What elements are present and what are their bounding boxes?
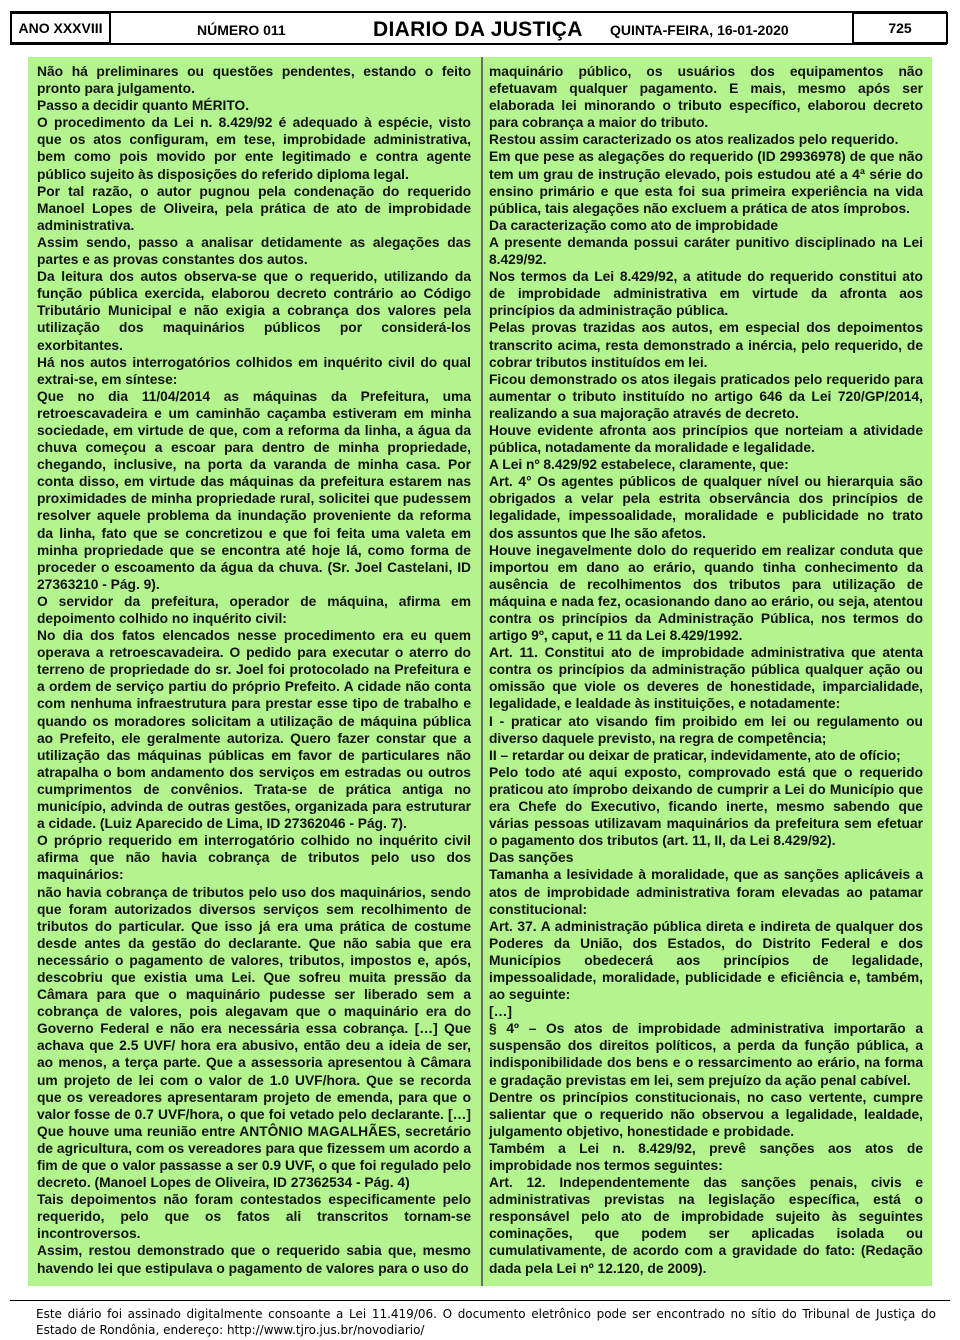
paragraph: Assim, restou demonstrado que o requerido sabia que, mesmo havendo lei que estipulava o pagamento de valores para o uso do [37,1243,471,1276]
footer-notice: Este diário foi assinado digitalmente consoante a Lei 11.419/06. O documento eletrônico pode ser encontrado no sítio do Tribunal de Justiça do Estado de Rondônia, endereço: http://www.tjro.jus.br/novodiario/ [36,1307,936,1337]
issue-number: NÚMERO 011 [197,22,286,38]
paragraph: Pelas provas trazidas aos autos, em especial dos depoimentos transcrito acima, resta demonstrado a inércia, pelo requerido, de cobrar tributos instituídos em lei. [489,320,923,370]
paragraph: Houve inegavelmente dolo do requerido em realizar conduta que importou em dano ao erário, quando tinha conhecimento da ausência de recolhimentos dos tributos para utilização de máquina e nada fez, ocasionando dano ao erário, ou seja, atentou contra os princípios da Administração Pública, nos termos do artigo 9º, caput, e 11 da Lei 8.429/1992. [489,542,923,644]
column-divider [481,57,483,1286]
paragraph: Nos termos da Lei 8.429/92, a atitude do requerido constitui ato de improbidade administrativa em virtude da afronta aos princípios da administração pública. [489,269,923,319]
paragraph: Art. 37. A administração pública direta e indireta de qualquer dos Poderes da União, dos Estados, do Distrito Federal e dos Municípios obedecerá aos princípios de legalidade, impessoalidade, moralidade, publicidade e eficiência e, também, ao seguinte: [489,918,923,1003]
paragraph: Por tal razão, o autor pugnou pela condenação do requerido Manoel Lopes de Oliveira, pela prática de ato de improbidade administrativa. [37,183,471,233]
paragraph: A Lei nº 8.429/92 estabelece, claramente, que: [489,457,789,473]
footer-rule [10,1300,950,1301]
paragraph: Que no dia 11/04/2014 as máquinas da Prefeitura, uma retroescavadeira e um caminhão caçamba estiveram em minha sociedade, em virtude de que, com a reforma da linha, a água da chuva começou a escoar para dentro de minha propriedade, chegando, inclusive, na porta da varanda de minha casa. Por conta disso, em virtude das máquinas da prefeitura estarem nas proximidades de minha propriedade rural, solicitei que pudessem resolver aquele problema da inundação proveniente da reforma da linha, fato que se concretizou e que foi feita uma valeta em minha propriedade que se encontra até hoje lá, como forma de proceder o escoamento da água da chuva. (Sr. Joel Castelani, ID 27363210 - Pág. 9). [37,388,471,592]
paragraph: Assim sendo, passo a analisar detidamente as alegações das partes e as provas constantes dos autos. [37,234,471,268]
page-number-box [852,12,948,44]
left-column [37,63,471,1277]
volume-box [10,12,111,44]
paragraph: maquinário público, os usuários dos equipamentos não efetuavam qualquer pagamento. E mais, mesmo após ser elaborada lei minorando o tributo específico, elaborou decreto para cobrança a maior do tributo. [489,64,923,131]
paragraph: Há nos autos interrogatórios colhidos em inquérito civil do qual extrai-se, em síntese: [37,354,471,387]
paragraph: Não há preliminares ou questões pendentes, estando o feito pronto para julgamento. [37,64,471,97]
paragraph: Pelo todo até aqui exposto, comprovado está que o requerido praticou ato ímprobo deixando de cumprir a Lei do Município que era Chefe do Executivo, ficando inerte, mesmo sabendo que várias pessoas utilizavam maquinários da prefeitura sem efetuar o pagamento dos tributos (art. 11, II, da Lei 8.429/92). [489,764,923,849]
paragraph: Passo a decidir quanto MÉRITO. [37,98,250,114]
paragraph: Houve evidente afronta aos princípios que norteiam a atividade pública, notadamente da moralidade e legalidade. [489,422,923,456]
paragraph: Em que pese as alegações do requerido (ID 29936978) de que não tem um grau de instrução elevado, pois estudou até a 4ª série do ensino primário e que esta foi sua primeira experiência na vida pública, tais alegações não excluem a prática de atos ímprobos. [489,149,923,216]
paragraph: Também a Lei n. 8.429/92, prevê sanções aos atos de improbidade nos termos seguintes: [489,1140,923,1173]
paragraph: Tais depoimentos não foram contestados especificamente pelo requerido, pelo que os fatos ali transcritos tornam-se incontroversos. [37,1192,471,1242]
paragraph: Art. 12. Independentemente das sanções penais, civis e administrativas previstas na legislação específica, está o responsável pelo ato de improbidade sujeito às seguintes cominações, que podem ser aplicadas isolada ou cumulativamente, de acordo com a gravidade do fato: (Redação dada pela Lei nº 12.120, de 2009). [489,1175,923,1276]
paragraph: § 4º – Os atos de improbidade administrativa importarão a suspensão dos direitos políticos, a perda da função pública, a indisponibilidade dos bens e o ressarcimento ao erário, na forma e gradação previstas em lei, sem prejuízo da ação penal cabível. [489,1021,923,1088]
volume-label: ANO XXXVIII [18,20,103,36]
right-column [489,63,923,1277]
paragraph: Dentre os princípios constitucionais, no caso vertente, cumpre salientar que o requerido não observou a legalidade, lealdade, julgamento objetivo, honestidade e probidade. [489,1089,923,1139]
paragraph: Art. 11. Constitui ato de improbidade administrativa que atenta contra os princípios da administração pública qualquer ação ou omissão que viole os deveres de honestidade, imparcialidade, legalidade, e lealdade às instituições, e notadamente: [489,645,923,712]
paragraph: Da leitura dos autos observa-se que o requerido, utilizando da função pública exercida, elaborou decreto contrário ao Código Tributário Municipal e não exigia a cobrança dos valores pela utilização dos maquinários públicos por considerá-los exorbitantes. [37,269,471,353]
paragraph: […] [489,1004,512,1020]
paragraph: No dia dos fatos elencados nesse procedimento era eu quem operava a retroescavadeira. O pedido para executar o aterro do terreno de propriedade do sr. Joel foi protocolado na Prefeitura e a ordem de serviço partiu do próprio Prefeito. A cidade não conta com nenhuma infraestrutura para prestar esse tipo de trabalho e quando os moradores solicitam a utilização de máquina pública ao Prefeito, ele geralmente autoriza. Quero fazer constar que a utilização das máquinas públicas em favor de particulares não atrapalha o bom andamento dos serviços em estradas ou outros cumprimentos de convênios. Trata-se de prática antiga no município, advinda de outras gestões, organizada para estruturar a cidade. (Luiz Aparecido de Lima, ID 27362046 - Pág. 7). [37,628,471,832]
paragraph: Da caracterização como ato de improbidade [489,217,779,233]
paragraph: II – retardar ou deixar de praticar, indevidamente, ato de ofício; [489,747,901,763]
paragraph: A presente demanda possui caráter punitivo disciplinado na Lei 8.429/92. [489,234,923,268]
paragraph: Das sanções [489,850,574,866]
paragraph: O procedimento da Lei n. 8.429/92 é adequado à espécie, visto que os atos configuram, em tese, improbidade administrativa, bem como pois movido por ente legitimado e contra agente público sujeito às disposições do referido diploma legal. [37,115,471,182]
page-number: 725 [888,20,912,36]
issue-date: QUINTA-FEIRA, 16-01-2020 [610,22,789,38]
paragraph: Restou assim caracterizado os atos realizados pelo requerido. [489,132,899,148]
paragraph: Art. 4° Os agentes públicos de qualquer nível ou hierarquia são obrigados a velar pela estrita observância dos princípios de legalidade, impessoalidade, moralidade e publicidade no trato dos assuntos que lhe são afetos. [489,474,923,541]
paragraph: O próprio requerido em interrogatório colhido no inquérito civil afirma que não havia cobrança de tributos pelo uso dos maquinários: [37,833,471,883]
paragraph: Tamanha a lesividade à moralidade, que as sanções aplicáveis a atos de improbidade administrativa foram elevadas ao patamar constitucional: [489,867,923,917]
journal-title: DIARIO DA JUSTIÇA [373,18,583,41]
paragraph: não havia cobrança de tributos pelo uso dos maquinários, sendo que foram autorizados diversos serviços sem recolhimento de tributos do particular. Que isso já era uma prática de costume desde antes da gestão do declarante. Que não sabia que era necessário o pagamento de valores, tributos, impostos e, após, descobriu que existia uma Lei. Que sofreu muita pressão da Câmara para que o maquinário pudesse ser liberado sem a cobrança de valores, pois alegavam que o maquinário era do Governo Federal e não era necessária essa cobrança. […] Que achava que 2.5 UVF/ hora era abusivo, então deu a ideia de ser, ao menos, a terça parte. Que a assessoria apresentou à Câmara um projeto de lei com o valor de 1.0 UVF/hora. Que se recorda que os vereadores apresentaram projeto de emenda, para que o valor fosse de 0.7 UVF/hora, o que foi vetado pelo declarante. […] Que houve uma reunião entre ANTÔNIO MAGALHÃES, secretário de agricultura, com os vereadores para que fizessem um acordo a fim de que o valor passasse a ser 0.9 UVF, o que foi regulado pelo decreto. (Manoel Lopes de Oliveira, ID 27362534 - Pág. 4) [37,884,471,1191]
article-body [28,57,932,1286]
paragraph: I - praticar ato visando fim proibido em lei ou regulamento ou diverso daquele previsto, na regra de competência; [489,713,923,746]
paragraph: O servidor da prefeitura, operador de máquina, afirma em depoimento colhido no inquérito civil: [37,593,471,626]
paragraph: Ficou demonstrado os atos ilegais praticados pelo requerido para aumentar o tributo instituído no artigo 646 da Lei 720/GP/2014, realizando a sua majoração através de decreto. [489,371,923,421]
